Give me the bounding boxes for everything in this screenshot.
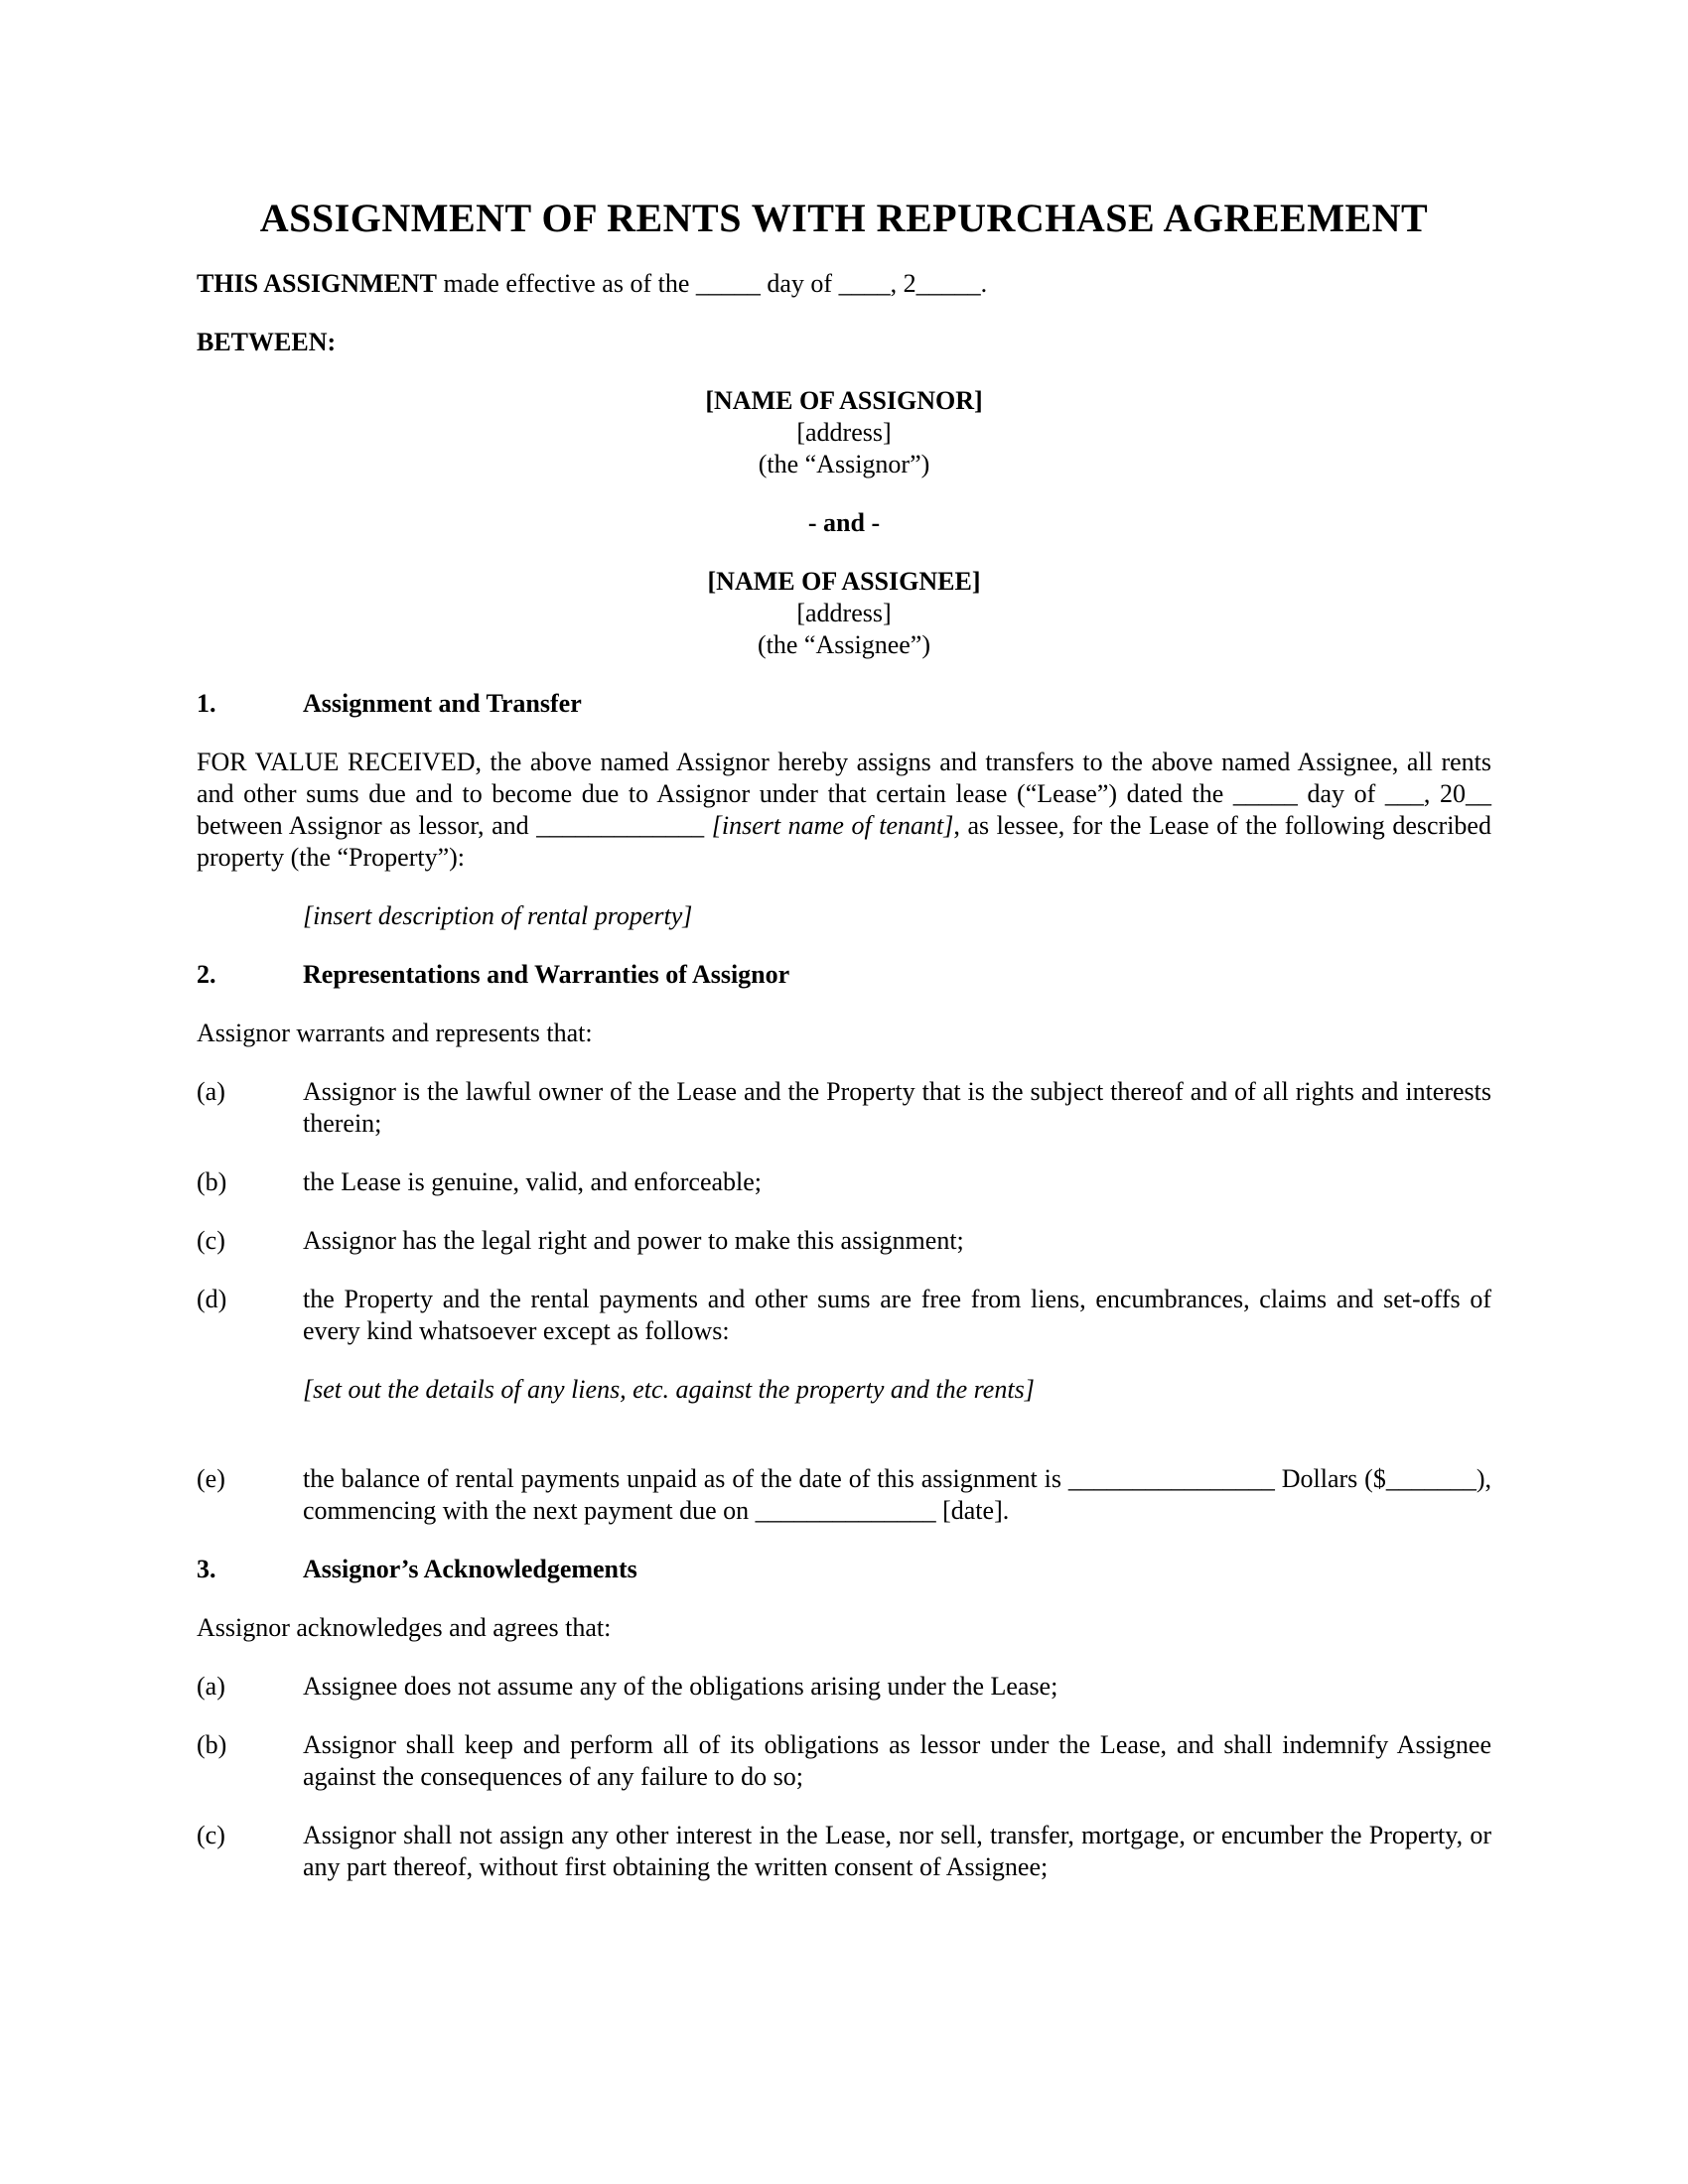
list-item xyxy=(197,1729,1491,1793)
body-paragraph xyxy=(197,1018,1491,1049)
text-run: Assignor shall keep and perform all of its obligations as lessor under the Lease, and shall indemnify Assignee against the consequences of any failure to do so; xyxy=(303,1730,1491,1791)
text-run: Assignor has the legal right and power to make this assignment; xyxy=(303,1226,964,1255)
document-title: ASSIGNMENT OF RENTS WITH REPURCHASE AGREEMENT xyxy=(259,196,1429,240)
intro-rest-text: made effective as of the _____ day of ____, 2_____. xyxy=(437,269,988,298)
placeholder-text: [set out the details of any liens, etc. against the property and the rents] xyxy=(303,1375,1035,1404)
assignee-name: [NAME OF ASSIGNEE] xyxy=(707,567,981,596)
text-run: Assignor is the lawful owner of the Lease and the Property that is the subject thereof and of all rights and interests therein; xyxy=(303,1077,1491,1138)
list-item-label: (b) xyxy=(197,1730,227,1759)
list-item-label: (b) xyxy=(197,1167,227,1196)
list-item-label: (a) xyxy=(197,1672,225,1701)
section xyxy=(197,1554,1491,1883)
text-run: [insert name of tenant] xyxy=(711,811,954,840)
text-run: the Lease is genuine, valid, and enforceable; xyxy=(303,1167,763,1196)
list-item xyxy=(197,1225,1491,1257)
section xyxy=(197,959,1491,1527)
text-run: Assignor shall not assign any other interest in the Lease, nor sell, transfer, mortgage, or encumber the Property, or any part thereof, without first obtaining the written consent of Assignee; xyxy=(303,1821,1491,1881)
text-run: the balance of rental payments unpaid as of the date of this assignment is ________________ Dollars ($_______), commencing with the next payment due on ______________ [date]. xyxy=(303,1464,1491,1525)
text-run: the Property and the rental payments and other sums are free from liens, encumbrances, claims and set-offs of every kind whatsoever except as follows: xyxy=(303,1285,1491,1345)
placeholder-text: [insert description of rental property] xyxy=(303,901,693,930)
assignor-name: [NAME OF ASSIGNOR] xyxy=(705,386,983,415)
list-item-label: (c) xyxy=(197,1226,225,1255)
list-item-text xyxy=(303,1225,1491,1257)
text-run: Assignor acknowledges and agrees that: xyxy=(197,1613,612,1642)
list-item-label: (c) xyxy=(197,1821,225,1849)
list-item-label: (a) xyxy=(197,1077,225,1106)
list-item xyxy=(197,1463,1491,1527)
between-label: BETWEEN: xyxy=(197,328,337,356)
assignee-designation: (the “Assignee”) xyxy=(758,630,930,659)
intro-paragraph xyxy=(197,268,1491,300)
list-item-text xyxy=(303,1166,1491,1198)
section-number: 2. xyxy=(197,960,216,989)
section-heading xyxy=(197,1554,1491,1585)
text-run: Assignor warrants and represents that: xyxy=(197,1019,593,1047)
text-run: Assignee does not assume any of the obligations arising under the Lease; xyxy=(303,1672,1058,1701)
section-number: 3. xyxy=(197,1555,216,1583)
text-run: , as lessee, for the Lease of the following described property (the “Property”): xyxy=(197,811,1491,872)
assignor-designation: (the “Assignor”) xyxy=(758,450,930,478)
list-item xyxy=(197,1671,1491,1703)
list-item-text xyxy=(303,1463,1491,1527)
sections-container xyxy=(197,688,1491,1883)
section-heading xyxy=(197,959,1491,991)
list-item-text xyxy=(303,1284,1491,1347)
text-run: FOR VALUE RECEIVED, the above named Assignor hereby assigns and transfers to the above named Assignee, all rents and other sums due and to become due to Assignor under that certain lease (“Lease”) dated the _____ day of ___, 20__ between Assignor as lessor, and _____________ xyxy=(197,748,1491,840)
list-item xyxy=(197,1076,1491,1140)
list-item xyxy=(197,1820,1491,1883)
assignor-party-block xyxy=(197,385,1491,480)
list-item xyxy=(197,1284,1491,1347)
list-item-text xyxy=(303,1729,1491,1793)
list-item-text xyxy=(303,1820,1491,1883)
list-item xyxy=(197,1166,1491,1198)
intro-bold-text: THIS ASSIGNMENT xyxy=(197,269,438,298)
section-number: 1. xyxy=(197,689,216,718)
body-paragraph xyxy=(197,1612,1491,1644)
assignee-address: [address] xyxy=(796,599,892,627)
body-paragraph xyxy=(197,747,1491,874)
list-item-text xyxy=(303,1671,1491,1703)
section xyxy=(197,688,1491,932)
section-heading-text: Representations and Warranties of Assignor xyxy=(303,960,790,989)
section-heading-text: Assignor’s Acknowledgements xyxy=(303,1555,637,1583)
assignor-address: [address] xyxy=(796,418,892,447)
party-separator: - and - xyxy=(807,508,881,537)
assignee-party-block xyxy=(197,566,1491,661)
section-heading xyxy=(197,688,1491,720)
section-heading-text: Assignment and Transfer xyxy=(303,689,582,718)
list-item-text xyxy=(303,1076,1491,1140)
list-item-label: (e) xyxy=(197,1464,225,1493)
list-item-label: (d) xyxy=(197,1285,227,1313)
